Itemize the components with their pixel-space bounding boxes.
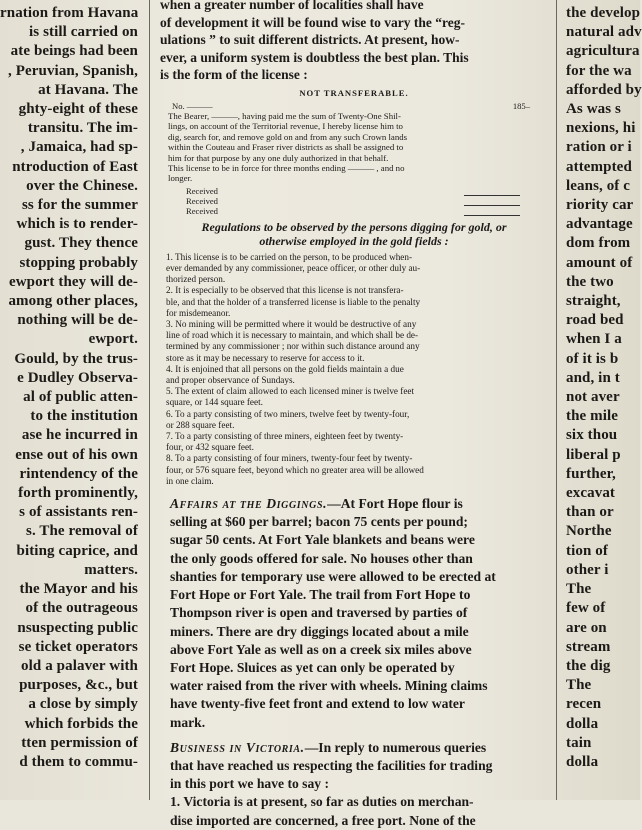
left-column-text — [0, 0, 142, 772]
middle-column — [156, 0, 552, 828]
text-line: of it is b — [566, 350, 619, 367]
text-line: tten permission of — [21, 734, 138, 751]
text-line: gust. They thence — [24, 235, 138, 252]
right-column-text — [562, 0, 640, 772]
text-line: al of public atten- — [23, 389, 138, 406]
license-line: within the Couteau and Fraser river districts as shall be assigned to — [168, 142, 404, 153]
text-line: sugar 50 cents. At Fort Yale blankets and beans were — [170, 532, 475, 548]
text-line: ewport. — [88, 331, 138, 348]
text-line: further, — [566, 465, 616, 482]
text-line: tain — [566, 734, 592, 751]
text-line: at Havana. The — [38, 81, 138, 98]
text-line: ense out of his own — [15, 446, 138, 463]
regulations-heading — [156, 220, 552, 248]
text-line: and, in t — [566, 369, 620, 386]
regulation-line: ble, and that the holder of a transferred license is liable to the penalty — [166, 296, 421, 307]
text-line: s. The removal of — [26, 523, 138, 540]
received-row — [186, 186, 552, 196]
text-line: than or — [566, 504, 614, 521]
regulation-line: termined by any commissioner ; nor within such distance around any — [166, 341, 420, 352]
text-line: Northe — [566, 523, 612, 540]
text-line: is still carried on — [29, 24, 138, 41]
regulation-line: or 288 square feet. — [166, 419, 235, 430]
regulation-line: 8. To a party consisting of four miners, twenty-four feet by twenty- — [166, 453, 413, 464]
text-line: dise imported are concerned, a free port. None of the — [170, 812, 476, 828]
text-line: , Jamaica, had sp- — [20, 139, 138, 156]
regulation-line: for misdemeanor. — [166, 307, 231, 318]
business-first-line-text: —In reply to numerous queries — [304, 739, 487, 755]
received-label: Received — [186, 205, 218, 216]
received-block — [156, 186, 552, 216]
text-line: As was s — [566, 101, 621, 118]
regulation-line: ever demanded by any commissioner, peace officer, or other duly au- — [166, 263, 421, 274]
text-line: matters. — [84, 561, 138, 578]
affairs-first-line-text: —At Fort Hope flour is — [327, 496, 463, 512]
license-line: dig, search for, and remove gold on and from any such Crown lands — [168, 131, 408, 142]
affairs-article — [156, 495, 552, 732]
regulation-line: square, or 144 square feet. — [166, 397, 263, 408]
text-line: miners. There are dry diggings located about a mile — [170, 623, 469, 639]
text-line: road bed — [566, 312, 624, 329]
text-line: the mile — [566, 408, 619, 425]
text-line: dolla — [566, 715, 599, 732]
affairs-heading: Affairs at the Diggings. — [170, 496, 328, 512]
text-line: Gould, by the trus- — [14, 350, 138, 367]
regulation-line: four, or 576 square feet, beyond which no greater area will be allowed — [166, 464, 424, 475]
text-line: tion of — [566, 542, 608, 559]
text-line: when I a — [566, 331, 622, 348]
text-line: is the form of the license : — [160, 67, 308, 83]
text-line: which forbids the — [24, 715, 138, 732]
text-line: are on — [566, 619, 607, 636]
license-text — [156, 111, 552, 184]
signature-blank — [464, 196, 520, 206]
text-line: stopping probably — [19, 254, 138, 271]
text-line: riority car — [566, 197, 634, 214]
text-line: old a palaver with — [21, 657, 138, 674]
regulation-line: thorized person. — [166, 274, 226, 285]
regulation-line: 6. To a party consisting of two miners, twelve feet by twenty-four, — [166, 408, 410, 419]
text-line: which is to render- — [16, 216, 138, 233]
received-row — [186, 196, 552, 206]
text-line: liberal p — [566, 446, 621, 463]
text-line: ewport they will de- — [8, 273, 138, 290]
license-number: No. ——— — [172, 100, 213, 111]
text-line: the two — [566, 273, 614, 290]
text-line: nexions, hi — [566, 120, 636, 137]
text-line: recen — [566, 696, 602, 713]
regulation-line: store as it may be necessary to reserve for access to it. — [166, 352, 365, 363]
text-line: stream — [566, 638, 611, 655]
text-line: shanties for temporary use were allowed to be erected at — [170, 568, 496, 584]
business-heading: Business in Victoria. — [170, 739, 305, 755]
text-line: The — [566, 677, 592, 694]
text-line: leans, of c — [566, 177, 631, 194]
text-line: six thou — [566, 427, 618, 444]
regulations-list — [156, 252, 552, 487]
text-line: the Mayor and his — [19, 581, 138, 598]
license-line: The Bearer, ———, having paid me the sum of Twenty-One Shil- — [168, 110, 401, 121]
text-line: few of — [566, 600, 606, 617]
text-line: Fort Hope. Sluices as yet can only be operated by — [170, 659, 455, 675]
text-line: have twenty-five feet front and extend to low water — [170, 696, 465, 712]
text-line: d them to commu- — [19, 753, 138, 770]
regulation-line: and proper observance of Sundays. — [166, 375, 295, 386]
text-line: agricultura — [566, 43, 640, 60]
text-line: , Peruvian, Spanish, — [8, 62, 138, 79]
affairs-first-line — [156, 495, 552, 513]
column-rule — [556, 0, 557, 800]
heading-line: Regulations to be observed by the persons digging for gold, or — [201, 219, 507, 234]
text-line: straight, — [566, 293, 621, 310]
text-line: ever, a uniform system is doubtless the best plan. This — [160, 49, 469, 65]
license-line: lings, on account of the Territorial revenue, I hereby license him to — [168, 121, 403, 132]
text-line: s of assistants ren- — [19, 504, 138, 521]
text-line: for the wa — [566, 62, 632, 79]
text-line: biting caprice, and — [16, 542, 138, 559]
text-line: ase he incurred in — [21, 427, 138, 444]
text-line: of the outrageous — [25, 600, 138, 617]
regulation-line: 2. It is especially to be observed that this license is not transfera- — [166, 285, 404, 296]
received-label: Received — [186, 185, 218, 196]
intro-paragraph — [156, 0, 552, 84]
text-line: the only goods offered for sale. No houses other than — [170, 550, 473, 566]
text-line: rintendency of the — [19, 465, 138, 482]
text-line: above Fort Yale as well as on a creek six miles above — [170, 641, 472, 657]
text-line: that have reached us respecting the facilities for trading — [170, 757, 493, 773]
text-line: rnation from Havana — [0, 5, 139, 21]
text-line: ghty-eight of these — [18, 101, 138, 118]
text-line: transitu. The im- — [27, 120, 138, 137]
text-line: amount of — [566, 254, 633, 271]
text-line: excavat — [566, 485, 616, 502]
text-line: over the Chinese. — [26, 177, 138, 194]
heading-line: otherwise employed in the gold fields : — [259, 233, 449, 248]
text-line: Thompson river is open and traversed by parties of — [170, 605, 468, 621]
text-line: e Dudley Observa- — [17, 369, 138, 386]
text-line: attempted — [566, 158, 632, 175]
license-title: NOT TRANSFERABLE. — [299, 87, 409, 98]
business-first-line — [156, 739, 552, 757]
text-line: ate beings had been — [10, 43, 138, 60]
text-line: not aver — [566, 389, 620, 406]
text-line: nsuspecting public — [17, 619, 138, 636]
signature-blank — [464, 206, 520, 216]
text-line: among other places, — [8, 293, 138, 310]
text-line: other i — [566, 561, 609, 578]
text-line: 1. Victoria is at present, so far as duties on merchan- — [170, 794, 474, 810]
text-line: in this port we have to say : — [170, 776, 329, 792]
text-line: of development it will be found wise to vary the “reg- — [160, 14, 465, 30]
text-line: The — [566, 581, 592, 598]
regulation-line: 1. This license is to be carried on the person, to be produced when- — [166, 251, 413, 262]
regulation-line: 3. No mining will be permitted where it would be destructive of any — [166, 319, 417, 330]
text-line: ss for the summer — [22, 197, 138, 214]
regulation-line: 7. To a party consisting of three miners, eighteen feet by twenty- — [166, 431, 404, 442]
regulation-line: 4. It is enjoined that all persons on the gold fields maintain a due — [166, 363, 404, 374]
regulation-line: 5. The extent of claim allowed to each licensed miner is twelve feet — [166, 386, 415, 397]
text-line: a close by simply — [28, 696, 138, 713]
text-line: ration or i — [566, 139, 632, 156]
text-line: the develop — [566, 5, 641, 21]
business-article — [156, 739, 552, 830]
received-row — [186, 206, 552, 216]
license-line: This license to be in force for three months ending ——— , and no — [168, 163, 405, 173]
text-line: natural adv — [566, 24, 642, 41]
license-number-row — [156, 101, 552, 111]
text-line: purposes, &c., but — [19, 677, 138, 694]
text-line: selling at $60 per barrel; bacon 75 cents per pound; — [170, 514, 468, 530]
text-line: ulations ” to suit different districts. At present, how- — [160, 32, 460, 48]
text-line: Fort Hope or Fort Yale. The trail from Fort Hope to — [170, 587, 471, 603]
text-line: ntroduction of East — [12, 158, 138, 175]
affairs-body — [156, 513, 552, 731]
right-column — [562, 0, 640, 800]
license-date: 185– — [512, 100, 530, 111]
text-line: nothing will be de- — [17, 312, 138, 329]
regulation-line: line of road which it is necessary to maintain, and which shall be de- — [166, 330, 419, 341]
text-line: the dig — [566, 657, 611, 674]
text-line: when a greater number of localities shall have — [160, 0, 424, 12]
text-line: dolla — [566, 753, 599, 770]
signature-blank — [464, 186, 520, 196]
text-line: water raised from the river with wheels. Mining claims — [170, 678, 488, 694]
text-line: dom from — [566, 235, 631, 252]
text-line: se ticket operators — [18, 638, 138, 655]
text-line: afforded by — [566, 81, 642, 98]
text-line: advantage — [566, 216, 633, 233]
regulation-line: four, or 432 square feet. — [166, 442, 254, 453]
text-line: mark. — [170, 714, 206, 730]
left-column — [0, 0, 142, 800]
text-line: forth prominently, — [18, 485, 138, 502]
license-line: him for that purpose by any one duly authorized in that behalf. — [168, 152, 389, 163]
text-line: to the institution — [30, 408, 138, 425]
business-body — [156, 757, 552, 830]
received-label: Received — [186, 195, 218, 206]
column-rule — [149, 0, 150, 800]
regulation-line: in one claim. — [166, 475, 214, 486]
license-line: longer. — [168, 173, 193, 184]
